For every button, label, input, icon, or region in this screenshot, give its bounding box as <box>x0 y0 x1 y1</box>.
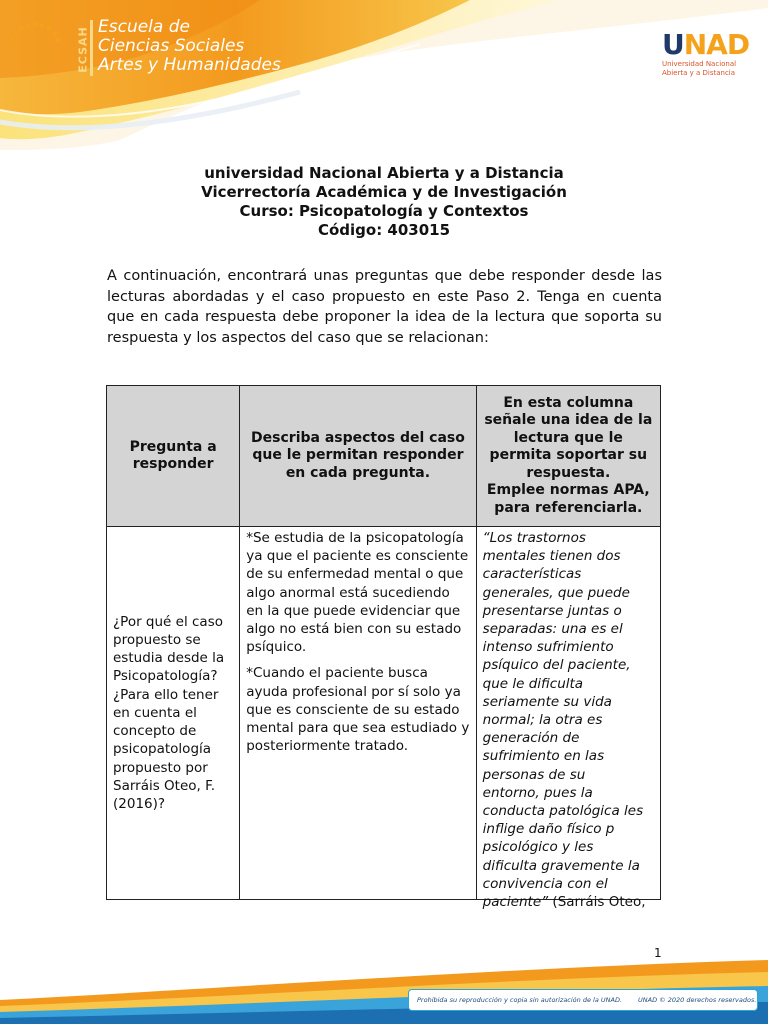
footer-notice-bar <box>408 989 758 1011</box>
unad-logo-dots-icon <box>0 0 100 80</box>
intro-paragraph: A continuación, encontrará unas preguntas que debe responder desde las lecturas abordadas y el caso propuesto en este Paso 2. Tenga en cuenta que en cada respuesta debe proponer la idea de la lectura que soporta su respuesta y los aspectos del caso que se relacionan: <box>107 268 662 346</box>
header-question: Pregunta a responder <box>107 386 240 527</box>
school-name <box>98 18 281 75</box>
school-line-1: Escuela de <box>98 17 190 37</box>
page-header <box>0 0 768 150</box>
page-number: 1 <box>654 946 662 960</box>
title-vicerrectoria: Vicerrectoría Académica y de Investigación <box>201 183 567 201</box>
title-course: Curso: Psicopatología y Contextos <box>239 202 529 220</box>
header-aspects: Describa aspectos del caso que le permitan responder en cada pregunta. <box>240 386 476 527</box>
title-university: universidad Nacional Abierta y a Distancia <box>204 164 564 182</box>
questions-table <box>106 385 661 911</box>
reading-quote-cell <box>476 527 660 911</box>
ecsah-acronym: ECSAH <box>76 26 90 73</box>
footer-notice: Prohibida su reproducción y copia sin autorización de la UNAD. <box>417 996 623 1004</box>
school-line-3: Artes y Humanidades <box>98 55 281 75</box>
aspects-cell <box>240 527 476 900</box>
quote-citation: (Sarráis Oteo, <box>548 894 646 911</box>
title-code: Código: 403015 <box>317 221 451 239</box>
footer-rights: UNAD © 2020 derechos reservados. <box>638 996 757 1004</box>
aspect-item: *Cuando el paciente busca ayuda profesional por sí solo ya que es consciente de su estado mental para que sea estudiado y posteriormente tratado. <box>246 665 470 755</box>
question-cell: ¿Por qué el caso propuesto se estudia desde la Psicopatología? ¿Para ello tener en cuenta el concepto de psicopatología propuesto por Sarráis Oteo, F. (2016)? <box>107 527 240 900</box>
aspect-item: *Se estudia de la psicopatología ya que el paciente es consciente de su enfermedad mental o que algo anormal está sucediendo en la que puede evidenciar que algo no está bien con su estado psíquico. <box>246 530 469 656</box>
unad-logo-wordmark: UNAD <box>662 28 750 61</box>
school-line-2: Ciencias Sociales <box>98 36 245 56</box>
reading-quote: “Los trastornos mentales tienen dos características generales, que puede presentarse juntas o separadas: una es el intenso sufrimiento psíquico del paciente, que le dificulta seriamente su vida normal; la otra es generación de sufrimiento en las personas de su entorno, pues la conducta patológica les inflige daño físico p psicológico y les dificulta gravemente la convivencia con el paciente” <box>482 530 644 911</box>
table-header-row <box>107 386 661 527</box>
unad-logo-subtitle: Universidad Nacional Abierta y a Distancia <box>662 60 737 77</box>
page-footer <box>0 960 768 1024</box>
table-row <box>107 527 661 900</box>
document-title <box>0 164 768 240</box>
header-reading-idea: En esta columna señale una idea de la lectura que le permita soportar su respuesta. Emplee normas APA, para referenciarla. <box>476 386 660 527</box>
